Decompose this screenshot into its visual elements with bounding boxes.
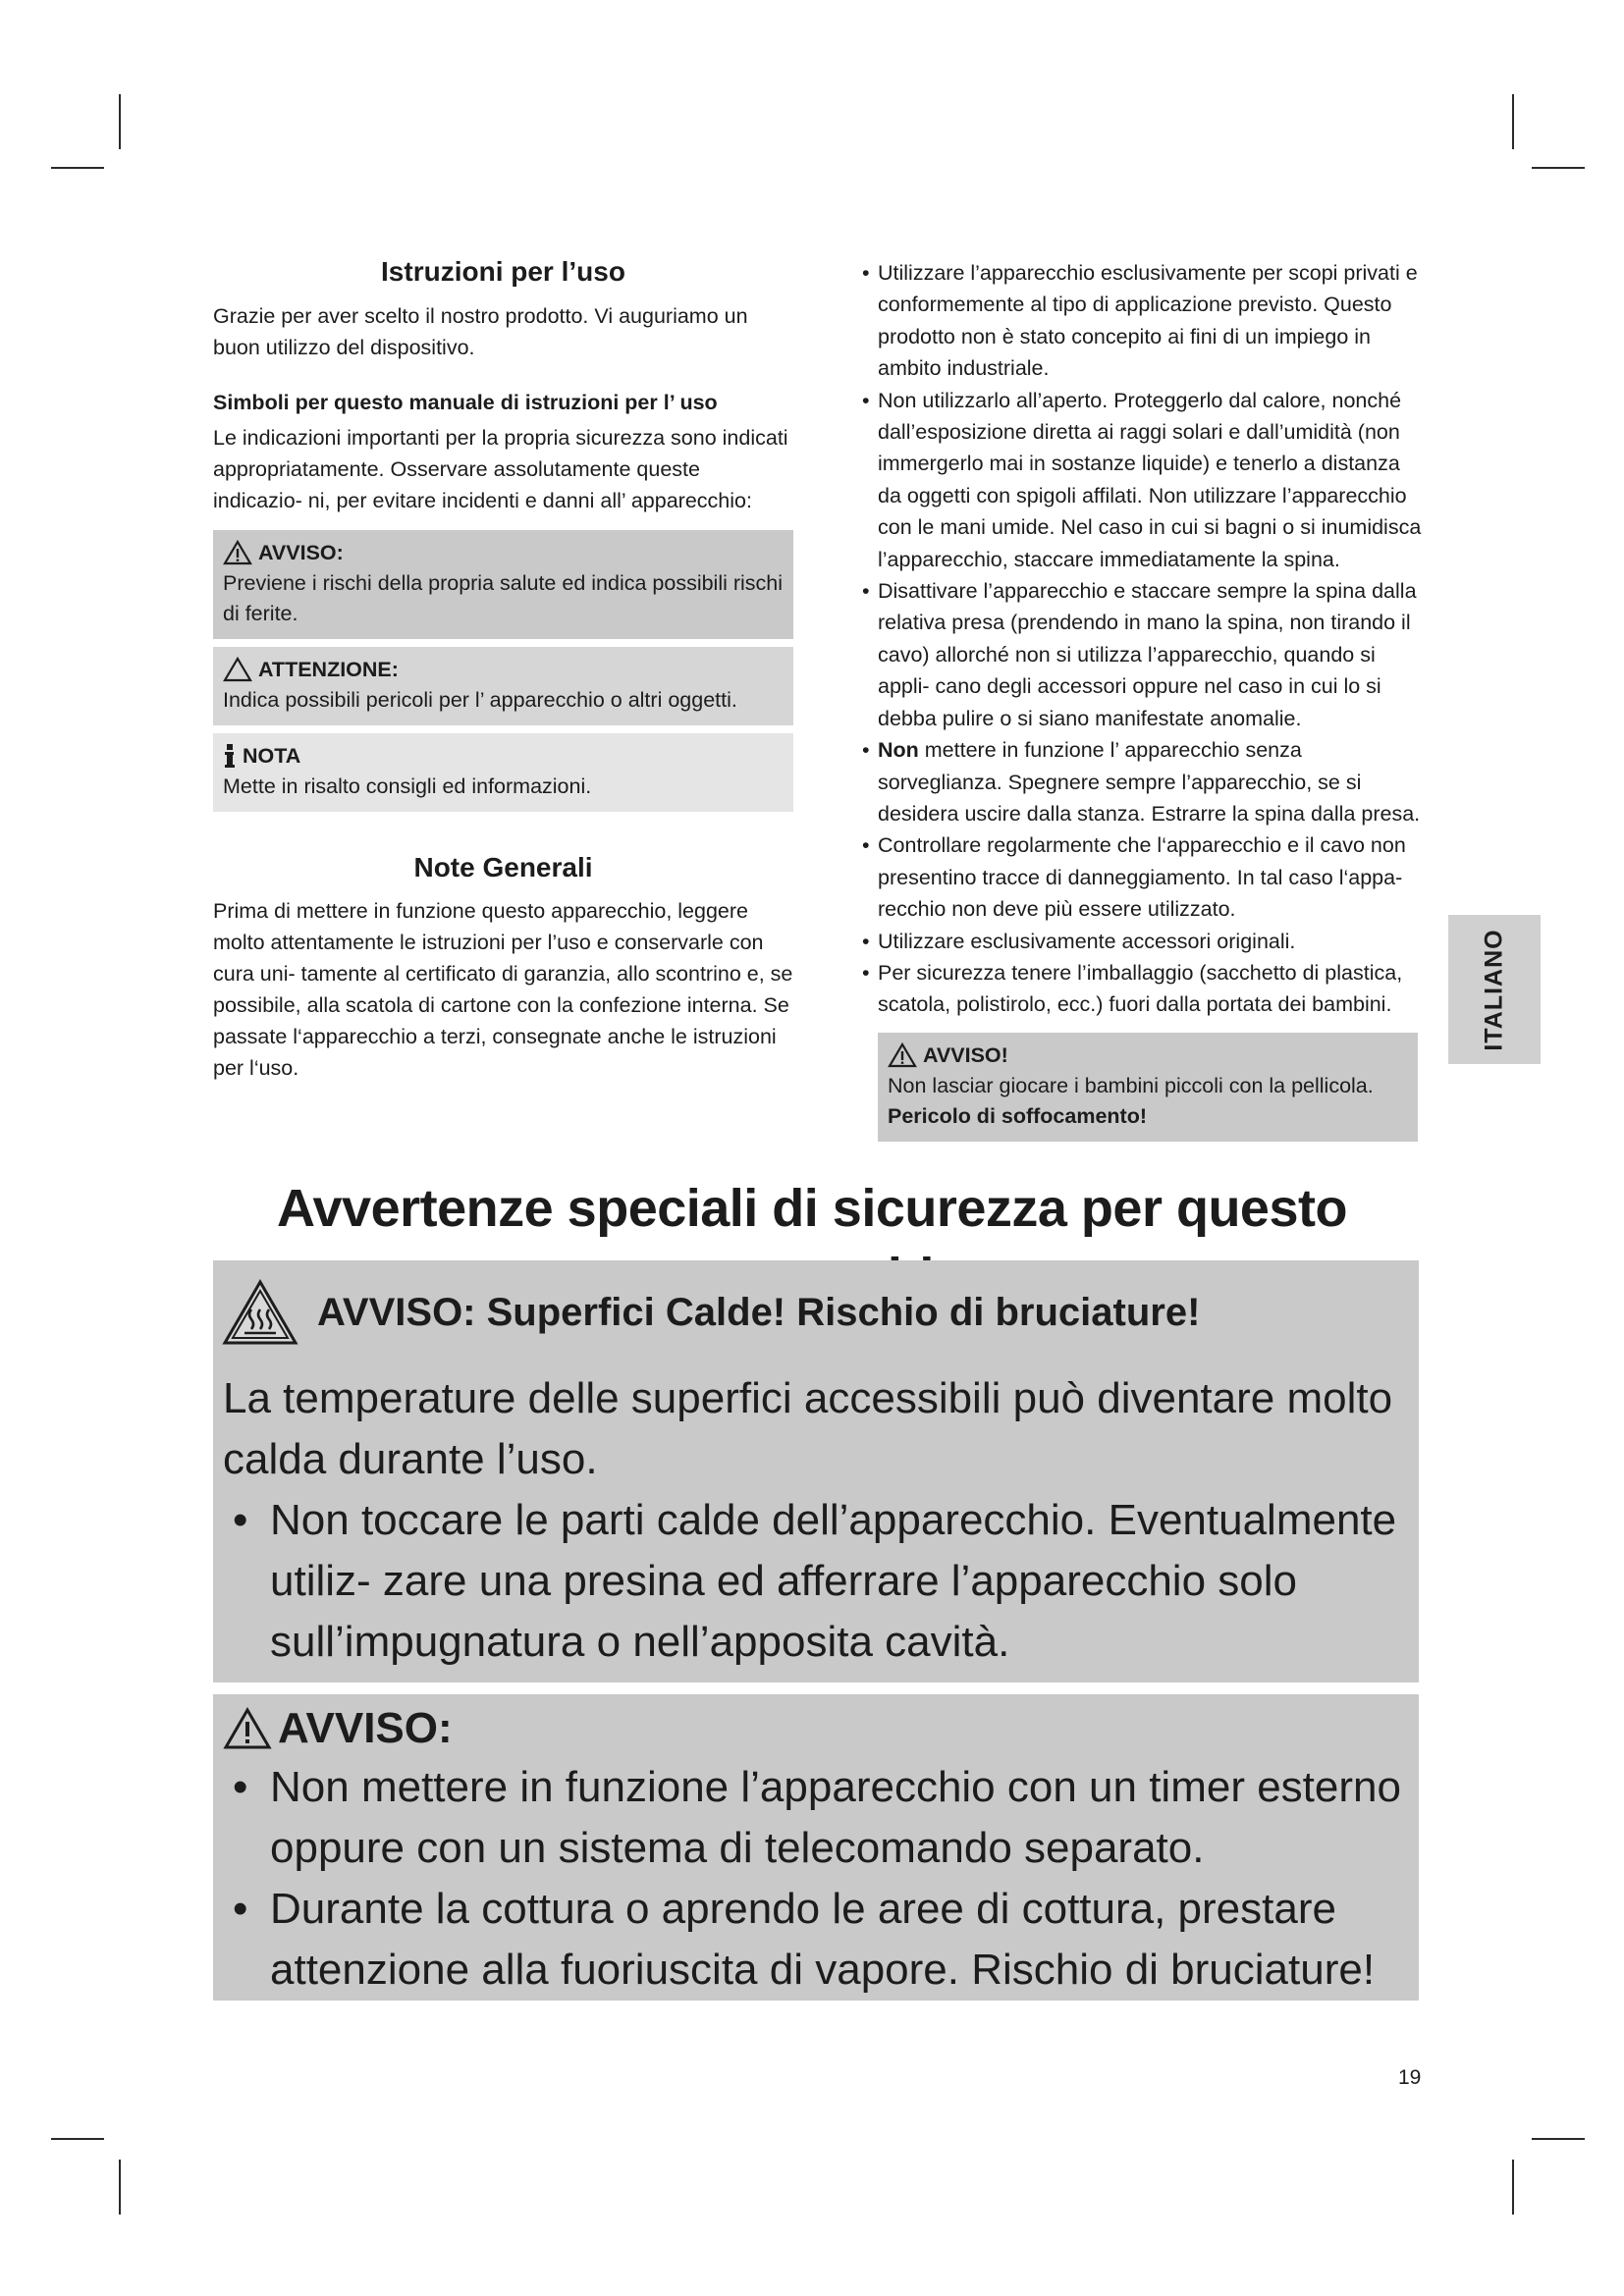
film-warning-label: AVVISO! xyxy=(923,1042,1008,1067)
film-warning-text: Non lasciar giocare i bambini piccoli con la pellicola. xyxy=(888,1073,1374,1097)
left-column xyxy=(213,255,793,1084)
right-column xyxy=(837,257,1422,1142)
safety-bullet-list xyxy=(837,257,1422,1021)
general-notes-title: Note Generali xyxy=(413,851,593,882)
timer-warning-head xyxy=(213,1694,1419,1753)
symbols-heading: Simboli per questo manuale di istruzioni per l’ uso xyxy=(213,390,718,414)
language-tab xyxy=(1448,915,1541,1064)
instructions-title: Istruzioni per l’uso xyxy=(381,256,625,287)
note-box xyxy=(213,733,793,812)
crop-mark-tl-v xyxy=(119,94,121,149)
hot-surface-icon xyxy=(221,1278,299,1347)
warning-triangle-icon xyxy=(223,540,252,565)
info-icon xyxy=(223,743,237,769)
film-warning-head xyxy=(888,1041,1408,1071)
warning-box-label: AVVISO: xyxy=(258,540,344,564)
list-item: • Per sicurezza tenere l’imballaggio (sacchetto di plastica, scatola, polistirolo, ecc.) fuori dalla portata dei bambini. xyxy=(862,960,1403,1017)
warning-triangle-icon xyxy=(888,1042,917,1068)
note-box-head xyxy=(223,741,784,772)
note-box-label: NOTA xyxy=(243,743,301,768)
hot-surface-heading: AVVISO: Superfici Calde! Rischio di bruciature! xyxy=(317,1290,1201,1334)
list-item: • Non toccare le parti calde dell’apparecchio. Eventualmente utiliz- zare una presina ed afferrare l’apparecchio solo sull’impugnatura o nell’apposita cavità. xyxy=(233,1496,1397,1666)
general-notes-section xyxy=(213,851,793,1085)
attention-box-head xyxy=(223,655,784,685)
crop-mark-br-v xyxy=(1512,2160,1514,2215)
list-item: • Controllare regolarmente che l‘apparecchio e il cavo non presentino tracce di danneggiamento. In tal caso l‘appa- recchio non deve più essere utilizzato. xyxy=(862,833,1406,922)
special-warnings-title: Avvertenze speciali di sicurezza per questo xyxy=(277,1179,1347,1238)
crop-mark-tl-h xyxy=(51,167,104,169)
general-notes-text: Prima di mettere in funzione questo apparecchio, leggere molto attentamente le istruzioni per l’uso e conservarle con cura uni- tamente al certificato di garanzia, allo scontrino e, se possibile, alla scatola di cartone con la confezione interna. Se passate l‘apparecchio a terzi, consegnate anche le istruzioni per l‘uso. xyxy=(213,899,793,1081)
timer-warning-bullets xyxy=(213,1753,1419,2001)
film-warning-box xyxy=(878,1033,1418,1142)
timer-warning-box xyxy=(213,1694,1419,2001)
crop-mark-bl-h xyxy=(51,2138,104,2140)
hot-surface-head xyxy=(213,1260,1419,1347)
crop-mark-tr-v xyxy=(1512,94,1514,149)
hot-surface-bullets xyxy=(213,1490,1419,1673)
attention-box-text: Indica possibili pericoli per l’ apparecchio o altri oggetti. xyxy=(223,687,737,712)
intro-text: Grazie per aver scelto il nostro prodotto. Vi auguriamo un buon utilizzo del dispositivo. xyxy=(213,303,748,359)
crop-mark-bl-v xyxy=(119,2160,121,2215)
warning-box xyxy=(213,530,793,639)
list-item: • Non utilizzarlo all’aperto. Proteggerlo dal calore, nonché dall’esposizione diretta ai raggi solari e dall’umidità (non immergerlo mai in sostanze liquide) e tenerlo a distanza da oggetti con spigoli affilati. Non utilizzare l’apparecchio con le mani umide. Nel caso in cui si bagni o si inumidisca l’apparecchio, staccare immediatamente la spina. xyxy=(862,388,1422,571)
crop-mark-tr-h xyxy=(1532,167,1585,169)
hot-surface-text: La temperature delle superfici accessibili può diventare molto calda durante l’uso. xyxy=(223,1374,1393,1483)
language-tab-label: ITALIANO xyxy=(1480,928,1508,1051)
symbols-text: Le indicazioni importanti per la propria sicurezza sono indicati appropriatamente. Osservare assolutamente queste indicazio- ni, per evitare incidenti e danni all’ apparecchio: xyxy=(213,425,788,512)
warning-triangle-icon xyxy=(223,1707,272,1750)
attention-box xyxy=(213,647,793,725)
film-warning-bold-text: Pericolo di soffocamento! xyxy=(888,1103,1148,1128)
attention-box-label: ATTENZIONE: xyxy=(258,657,399,681)
caution-triangle-icon xyxy=(223,657,252,682)
list-item: • Durante la cottura o aprendo le aree di cottura, prestare attenzione alla fuoriuscita di vapore. Rischio di bruciature! xyxy=(233,1885,1376,1994)
warning-box-text: Previene i rischi della propria salute ed indica possibili rischi di ferite. xyxy=(223,570,784,625)
warning-box-head xyxy=(223,538,784,568)
list-item: • Disattivare l’apparecchio e staccare sempre la spina dalla relativa presa (prendendo in mano la spina, non tirando il cavo) allorché non si utilizza l’apparecchio, quando si appli- cano degli accessori oppure nel caso in cui lo si debba pulire o si siano manifestate anomalie. xyxy=(862,579,1417,730)
crop-mark-br-h xyxy=(1532,2138,1585,2140)
list-item: • Utilizzare esclusivamente accessori originali. xyxy=(862,929,1296,953)
list-item: • Non mettere in funzione l’ apparecchio senza sorveglianza. Spegnere sempre l’apparecchio, se si desidera uscire dalla stanza. Estrarre la spina dalla presa. xyxy=(862,738,1421,826)
list-item: • Utilizzare l’apparecchio esclusivamente per scopi privati e conformemente al tipo di applicazione previsto. Questo prodotto non è stato concepito ai fini di un impiego in ambito industriale. xyxy=(862,261,1418,381)
hot-surface-box xyxy=(213,1260,1419,1682)
list-item: • Non mettere in funzione l’apparecchio con un timer esterno oppure con un sistema di telecomando separato. xyxy=(233,1763,1401,1872)
page-number: 19 xyxy=(1398,2066,1422,2089)
timer-warning-heading: AVVISO: xyxy=(278,1704,453,1752)
note-box-text: Mette in risalto consigli ed informazioni. xyxy=(223,774,592,798)
